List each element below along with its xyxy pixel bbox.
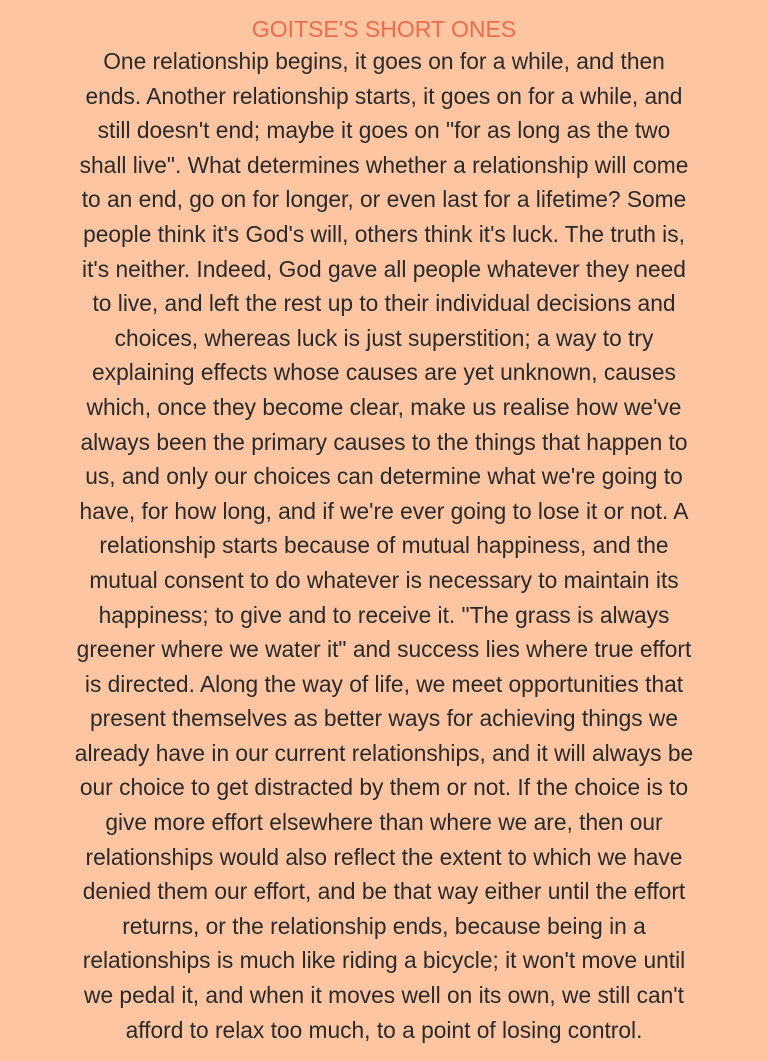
text-line: returns, or the relationship ends, because being in a — [122, 912, 646, 939]
text-line: which, once they become clear, make us realise how we've — [86, 393, 682, 420]
text-line: give more effort elsewhere than where we are, then our — [105, 809, 663, 836]
text-line: greener where we water it" and success lies where true effort — [76, 636, 692, 663]
text-line: shall live". What determines whether a relationship will come — [79, 151, 689, 178]
text-line: to live, and left the rest up to their individual decisions and — [92, 290, 676, 317]
text-line: mutual consent to do whatever is necessary to maintain its — [89, 566, 679, 593]
text-line: to an end, go on for longer, or even last for a lifetime? Some — [81, 186, 687, 213]
text-line: happiness; to give and to receive it. "The grass is always — [98, 601, 670, 628]
text-line: we pedal it, and when it moves well on its own, we still can't — [84, 982, 684, 1009]
document-title: GOITSE'S SHORT ONES — [251, 16, 517, 42]
text-line: still doesn't end; maybe it goes on "for as long as the two — [97, 117, 671, 144]
text-line: have, for how long, and if we're ever going to lose it or not. A — [79, 497, 689, 524]
text-line: explaining effects whose causes are yet unknown, causes — [92, 359, 676, 386]
text-line: relationships is much like riding a bicycle; it won't move until — [82, 947, 686, 974]
text-line: people think it's God's will, others think it's luck. The truth is, — [83, 220, 685, 247]
text-line: ends. Another relationship starts, it goes on for a while, and — [85, 82, 683, 109]
document-body — [0, 44, 768, 1047]
text-line: One relationship begins, it goes on for a while, and then — [103, 48, 665, 74]
text-line: afford to relax too much, to a point of losing control. — [125, 1016, 643, 1043]
text-line: us, and only our choices can determine what we're going to — [85, 463, 683, 490]
text-line: already have in our current relationships, and it will always be — [74, 739, 694, 766]
text-line: relationship starts because of mutual happiness, and the — [99, 532, 669, 559]
text-line: always been the primary causes to the things that happen to — [80, 428, 688, 455]
text-line: our choice to get distracted by them or not. If the choice is to — [79, 774, 689, 801]
text-line: relationships would also reflect the extent to which we have — [85, 843, 683, 870]
text-line: present themselves as better ways for achieving things we — [89, 705, 679, 732]
text-line: it's neither. Indeed, God gave all people whatever they need — [82, 255, 686, 282]
text-line: choices, whereas luck is just superstition; a way to try — [114, 324, 654, 351]
text-line: denied them our effort, and be that way either until the effort — [82, 878, 686, 905]
text-line: is directed. Along the way of life, we meet opportunities that — [84, 670, 684, 697]
